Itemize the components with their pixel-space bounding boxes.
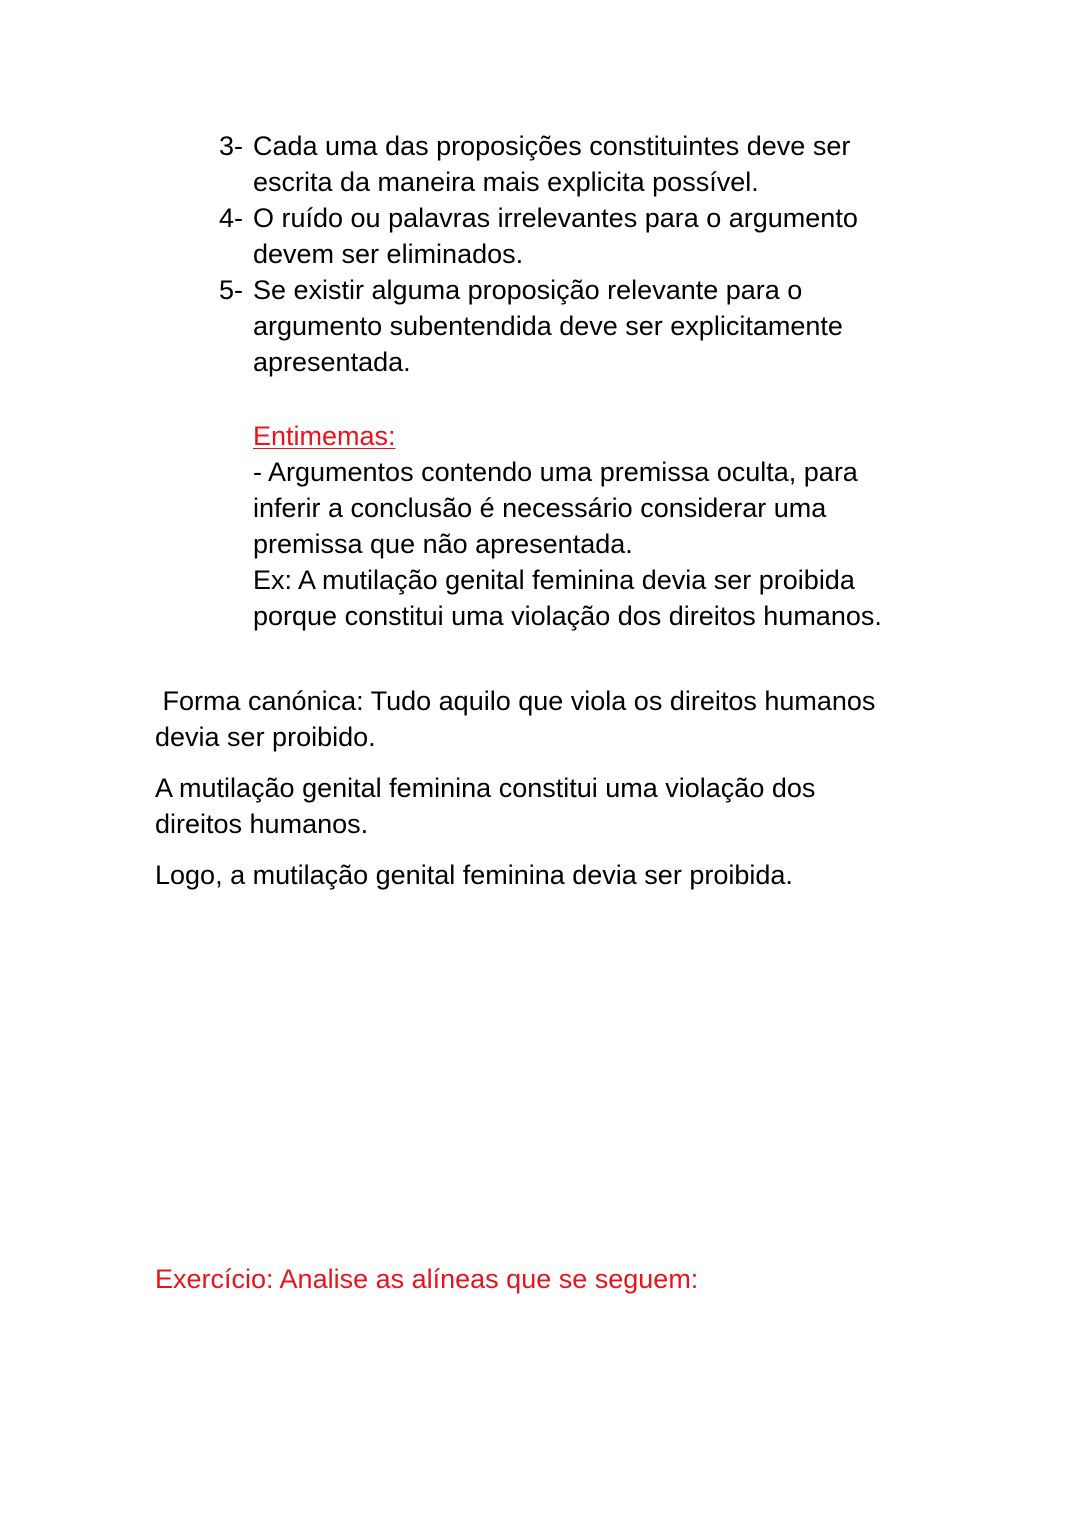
- canonical-premise-2: A mutilação genital feminina constitui uma violação dos direitos humanos.: [155, 773, 816, 839]
- entimemas-definition: - Argumentos contendo uma premissa oculta, para inferir a conclusão é necessário considerar uma premissa que não apresentada.: [253, 457, 858, 559]
- entimemas-heading: Entimemas:: [253, 421, 396, 451]
- rules-list: [219, 128, 919, 380]
- exercise-heading: Exercício: Analise as alíneas que se seguem:: [155, 1264, 699, 1294]
- list-item: [219, 200, 919, 272]
- list-marker: 3-: [219, 131, 244, 161]
- entimemas-section: [253, 418, 923, 634]
- list-item-text: Se existir alguma proposição relevante para o argumento subentendida deve ser explicitamente apresentada.: [253, 275, 843, 377]
- list-marker: 4-: [219, 203, 244, 233]
- list-item-text: Cada uma das proposições constituintes deve ser escrita da maneira mais explicita possível.: [253, 131, 851, 197]
- list-marker: 5-: [219, 275, 244, 305]
- canonical-premise-1: Forma canónica: Tudo aquilo que viola os direitos humanos devia ser proibido.: [155, 686, 883, 752]
- list-item-text: O ruído ou palavras irrelevantes para o argumento devem ser eliminados.: [253, 203, 858, 269]
- canonical-conclusion: Logo, a mutilação genital feminina devia ser proibida.: [155, 860, 793, 890]
- entimemas-example: Ex: A mutilação genital feminina devia ser proibida porque constitui uma violação dos direitos humanos.: [253, 565, 882, 631]
- list-item: [219, 272, 919, 380]
- list-item: [219, 128, 919, 200]
